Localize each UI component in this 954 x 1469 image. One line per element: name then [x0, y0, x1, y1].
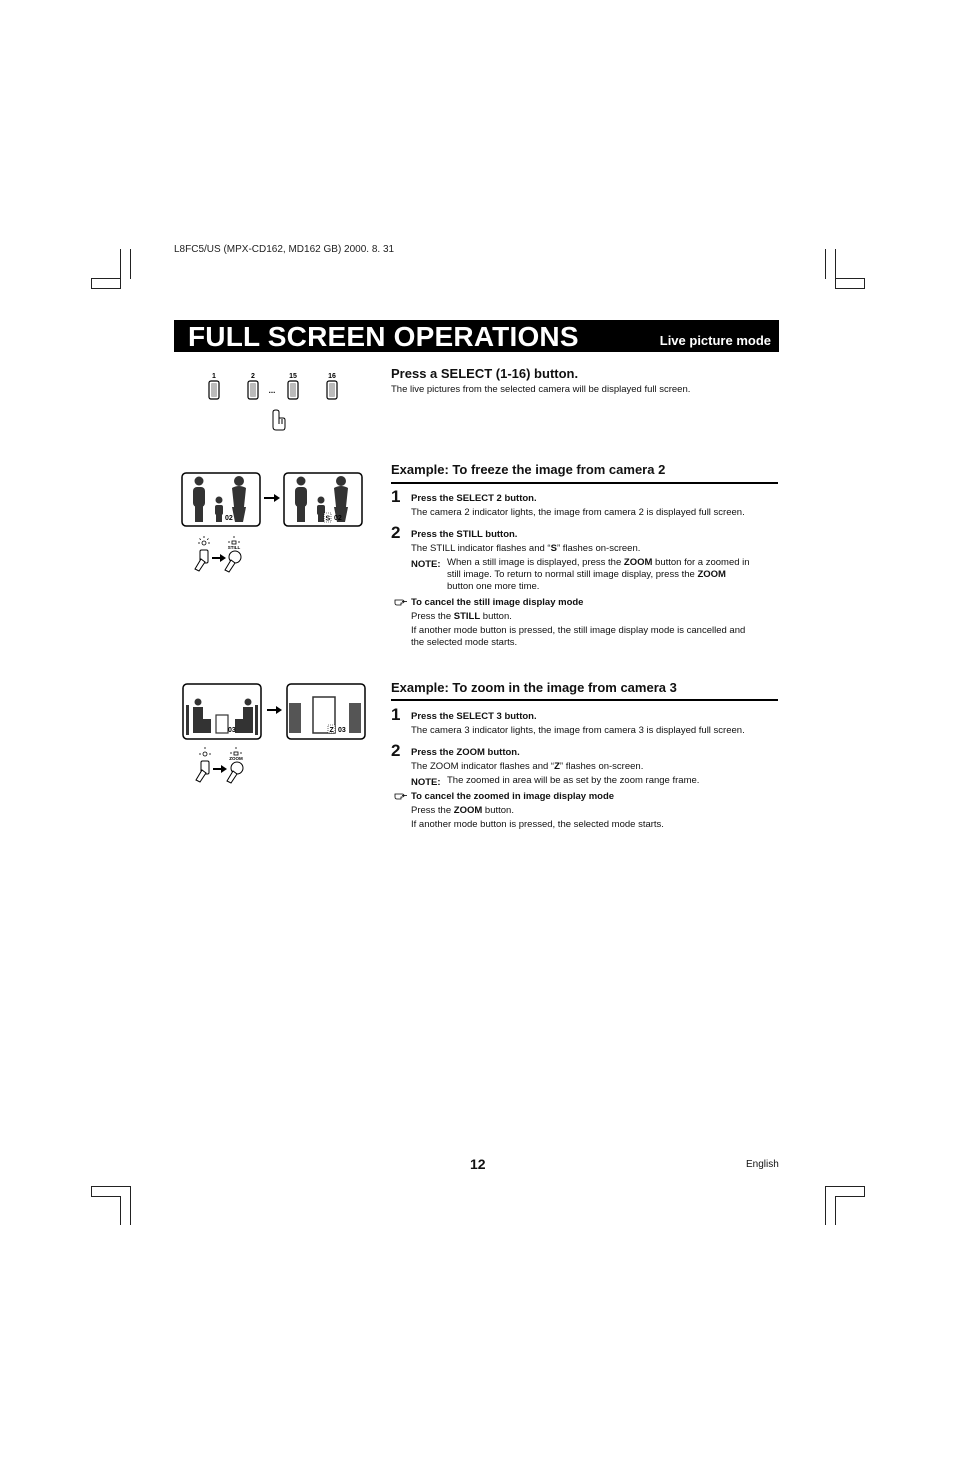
zoom-cancel-line2: If another mode button is pressed, the selected mode starts.	[411, 819, 664, 830]
freeze-illustration	[181, 472, 366, 574]
zoom-heading: Example: To zoom in the image from camera 3	[391, 680, 677, 695]
blinking-indicator-icon	[230, 747, 242, 755]
button-label-16: 16	[328, 373, 336, 380]
crop-mark-bottom-right-v2	[835, 1196, 836, 1225]
crop-mark-top-left-v	[120, 249, 121, 289]
select-buttons-illustration	[195, 368, 355, 433]
freeze-cancel-line2: If another mode button is pressed, the still image display mode is cancelled and	[411, 625, 746, 636]
zoom-step2-title: Press the ZOOM button.	[411, 747, 520, 758]
select-description: The live pictures from the selected camera will be displayed full screen.	[391, 384, 691, 395]
pointing-hand-icon	[196, 761, 209, 782]
crop-mark-top-left-h2	[91, 278, 120, 279]
crop-mark-top-right-h2	[835, 278, 864, 279]
crop-mark-top-left-h	[91, 288, 120, 289]
crop-mark-top-right-stub	[864, 278, 865, 289]
freeze-heading-rule	[391, 482, 778, 484]
zoom-note-label: NOTE:	[411, 777, 441, 788]
freeze-cancel-title: To cancel the still image display mode	[411, 597, 584, 608]
button-label-1: 1	[212, 373, 216, 380]
camera-label: 02	[334, 515, 342, 522]
freeze-step1-number: 1	[391, 487, 401, 506]
page-number: 12	[470, 1156, 486, 1172]
page-title: FULL SCREEN OPERATIONS	[188, 321, 579, 352]
select-heading: Press a SELECT (1-16) button.	[391, 366, 579, 381]
zoom-step1-title: Press the SELECT 3 button.	[411, 711, 537, 722]
monitor-icon	[284, 473, 362, 526]
zoom-step1-text: The camera 3 indicator lights, the image from camera 3 is displayed full screen.	[411, 725, 745, 736]
still-button-label: STILL	[227, 545, 241, 550]
pointing-hand-icon	[273, 410, 285, 430]
button-label-15: 15	[289, 373, 297, 380]
mode-subtitle: Live picture mode	[659, 333, 771, 348]
freeze-note-label: NOTE:	[411, 559, 441, 570]
freeze-heading: Example: To freeze the image from camera 2	[391, 462, 666, 477]
zoom-note-text: The zoomed in area will be as set by the zoom range frame.	[447, 775, 700, 786]
crop-mark-bottom-left-v2	[120, 1196, 121, 1225]
zoom-heading-rule	[391, 699, 778, 701]
crop-mark-bottom-right-h	[825, 1186, 864, 1187]
crop-mark-bottom-left-v	[130, 1186, 131, 1225]
crop-mark-bottom-left-h2	[91, 1196, 120, 1197]
crop-mark-bottom-right-h2	[835, 1196, 864, 1197]
pointing-hand-icon	[227, 762, 243, 783]
zoom-step1-number: 1	[391, 705, 401, 724]
button-label-2: 2	[251, 373, 255, 380]
button-icon	[248, 373, 258, 399]
freeze-step1-text: The camera 2 indicator lights, the image from camera 2 is displayed full screen.	[411, 507, 745, 518]
crop-mark-top-right-h	[835, 288, 864, 289]
reference-hand-icon	[394, 598, 408, 606]
crop-mark-bottom-right-stub	[864, 1186, 865, 1197]
freeze-cancel-line3: the selected mode starts.	[411, 637, 518, 648]
crop-mark-top-left-stub	[91, 278, 92, 289]
blinking-indicator-icon	[228, 536, 240, 544]
right-arrow-icon	[213, 765, 227, 773]
monitor-icon	[182, 473, 260, 526]
freeze-step2-text: The STILL indicator flashes and “S” flashes on-screen.	[411, 543, 641, 554]
camera-label: 03	[228, 727, 236, 734]
zoom-cancel-title: To cancel the zoomed in image display mode	[411, 791, 615, 802]
crop-mark-bottom-right-v	[825, 1186, 826, 1225]
right-arrow-icon	[212, 554, 226, 562]
language-label: English	[746, 1159, 779, 1170]
osd-still-letter: S	[325, 515, 331, 523]
zoom-illustration	[181, 683, 366, 785]
pointing-hand-icon	[195, 550, 208, 571]
blinking-indicator-icon	[199, 747, 211, 756]
button-icon	[209, 373, 219, 399]
crop-mark-top-right-v2	[825, 249, 826, 279]
button-icon	[288, 373, 298, 399]
document-header: L8FC5/US (MPX-CD162, MD162 GB) 2000. 8. 31	[174, 244, 395, 255]
freeze-step2-number: 2	[391, 523, 401, 542]
zoom-button-label: ZOOM	[229, 756, 243, 761]
freeze-note-line1: When a still image is displayed, press the ZOOM button for a zoomed in	[447, 557, 750, 568]
blinking-indicator-icon	[198, 536, 210, 545]
crop-mark-bottom-left-stub	[91, 1186, 92, 1197]
osd-zoom-letter: Z	[329, 727, 334, 734]
zoom-cancel-line1: Press the ZOOM button.	[411, 805, 514, 816]
crop-mark-bottom-left-h	[91, 1186, 130, 1187]
zoom-step2-text: The ZOOM indicator flashes and “Z” flashes on-screen.	[411, 761, 644, 772]
freeze-step1-title: Press the SELECT 2 button.	[411, 493, 537, 504]
reference-hand-icon	[394, 792, 408, 800]
pointing-hand-icon	[225, 551, 241, 572]
freeze-note-line3: button one more time.	[447, 581, 540, 592]
right-arrow-icon	[264, 494, 280, 502]
freeze-cancel-line1: Press the STILL button.	[411, 611, 512, 622]
freeze-step2-title: Press the STILL button.	[411, 529, 518, 540]
button-ellipsis: ...	[268, 386, 276, 395]
zoom-step2-number: 2	[391, 741, 401, 760]
right-arrow-icon	[267, 706, 282, 714]
freeze-note-line2: still image. To return to normal still image display, press the ZOOM	[447, 569, 726, 580]
camera-label: 03	[338, 727, 346, 734]
button-icon	[327, 373, 337, 399]
crop-mark-top-left-v2	[130, 249, 131, 279]
crop-mark-top-right-v	[835, 249, 836, 289]
camera-label: 02	[225, 515, 233, 522]
title-bar	[174, 320, 779, 352]
monitor-icon	[183, 684, 261, 739]
monitor-icon	[287, 684, 365, 739]
